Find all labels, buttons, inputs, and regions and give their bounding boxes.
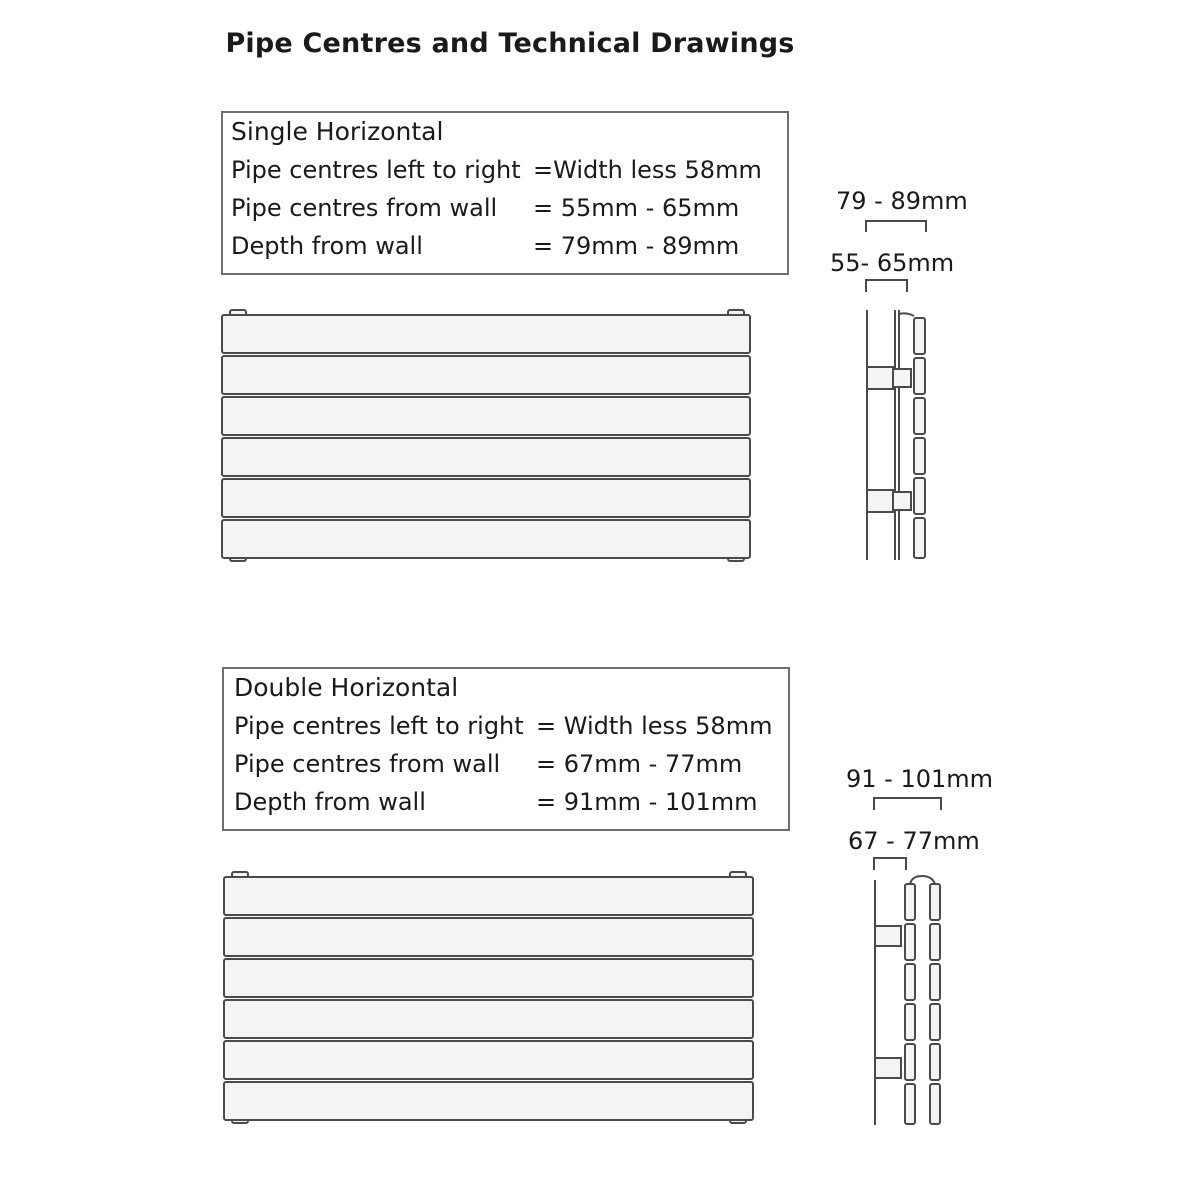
radiator-panel-bar [222, 438, 750, 476]
spec-label: Depth from wall [234, 788, 426, 816]
panel-top-connector [910, 876, 935, 884]
panel-section [914, 478, 925, 514]
spec-value: = Width less 58mm [536, 712, 773, 740]
panel-section [914, 398, 925, 434]
single-pipe-dimension-label: 55- 65mm [830, 249, 955, 277]
spec-label: Pipe centres from wall [231, 194, 498, 222]
panel-section [930, 1084, 940, 1124]
radiator-panel-bar [224, 959, 753, 997]
wall-bracket-clip [893, 492, 911, 510]
single-radiator-side-view [866, 221, 926, 560]
radiator-panel-bar [222, 315, 750, 353]
radiator-panel-bar [222, 356, 750, 394]
panel-section [914, 518, 925, 558]
panel-section [905, 964, 915, 1000]
double-depth-dimension-label: 91 - 101mm [846, 765, 994, 793]
radiator-panel-bar [224, 877, 753, 915]
spec-label: Pipe centres from wall [234, 750, 501, 778]
panel-section [914, 318, 925, 354]
panel-section [930, 1044, 940, 1080]
pipe-dimension-bracket [866, 280, 907, 292]
panel-section [930, 964, 940, 1000]
panel-section [905, 1084, 915, 1124]
radiator-panel-bar [224, 918, 753, 956]
radiator-panel-bar [222, 520, 750, 558]
wall-bracket [867, 490, 893, 512]
spec-label: Pipe centres left to right [234, 712, 524, 740]
single-radiator-front-view [222, 310, 750, 561]
radiator-panel-bar [224, 1082, 753, 1120]
wall-bracket [867, 367, 893, 389]
radiator-panel-bar [224, 1000, 753, 1038]
double-horizontal-heading: Double Horizontal [234, 673, 459, 702]
spec-value: = 55mm - 65mm [533, 194, 740, 222]
page-title: Pipe Centres and Technical Drawings [225, 28, 795, 59]
panel-section [930, 1004, 940, 1040]
wall-bracket [875, 1058, 901, 1078]
depth-dimension-bracket [866, 221, 926, 232]
pipe-dimension-bracket [874, 858, 906, 870]
radiator-panel-bar [222, 397, 750, 435]
wall-bracket [875, 926, 901, 946]
panel-section [905, 884, 915, 920]
spec-value: = 91mm - 101mm [536, 788, 758, 816]
panel-section [930, 924, 940, 960]
spec-label: Depth from wall [231, 232, 423, 260]
panel-section [914, 438, 925, 474]
rail-top-curve [899, 313, 914, 316]
spec-value: =Width less 58mm [533, 156, 762, 184]
spec-value: = 67mm - 77mm [536, 750, 743, 778]
wall-bracket-clip [893, 369, 911, 387]
single-depth-dimension-label: 79 - 89mm [836, 187, 968, 215]
spec-value: = 79mm - 89mm [533, 232, 740, 260]
single-horizontal-heading: Single Horizontal [231, 117, 444, 146]
double-pipe-dimension-label: 67 - 77mm [848, 827, 980, 855]
radiator-panel-bar [222, 479, 750, 517]
radiator-panel-bar [224, 1041, 753, 1079]
panel-section [930, 884, 940, 920]
depth-dimension-bracket [874, 798, 941, 810]
double-radiator-side-view [874, 798, 941, 1125]
spec-label: Pipe centres left to right [231, 156, 521, 184]
double-radiator-front-view [224, 872, 753, 1123]
panel-section [905, 924, 915, 960]
panel-section [905, 1044, 915, 1080]
panel-section [905, 1004, 915, 1040]
panel-section [914, 358, 925, 394]
